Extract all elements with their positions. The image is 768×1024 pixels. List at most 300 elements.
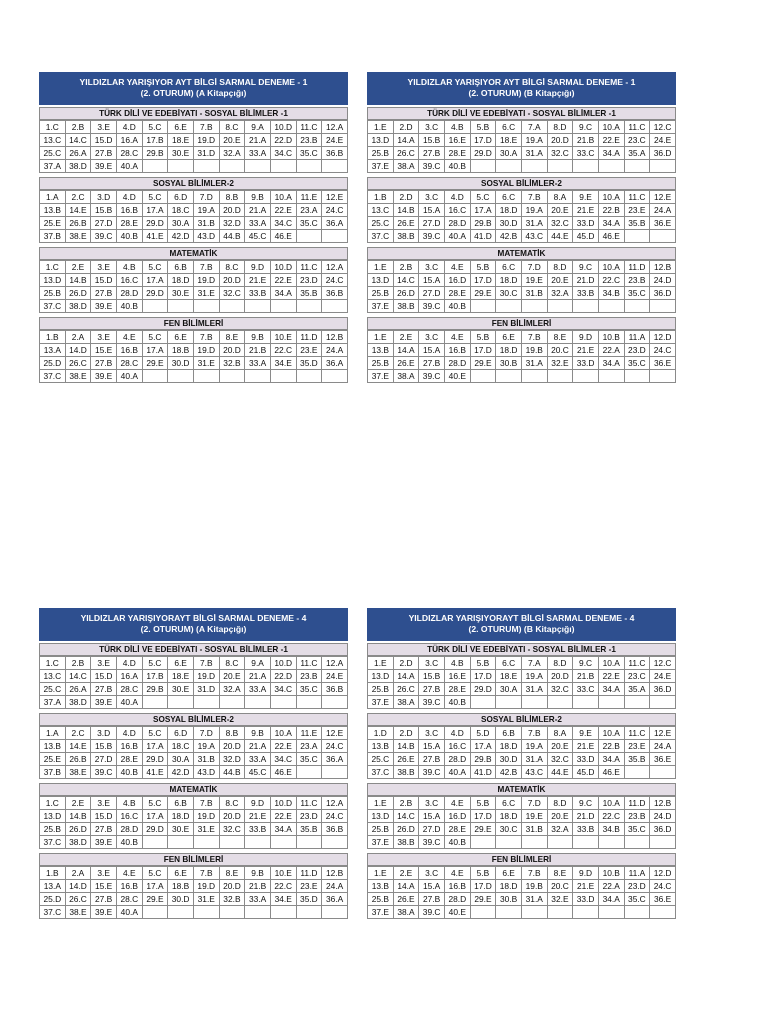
answer-section <box>367 713 676 779</box>
answer-cell: 40.B <box>116 230 142 243</box>
answer-cell: 13.A <box>40 344 66 357</box>
answer-cell <box>650 370 676 383</box>
answer-cell: 17.A <box>142 274 168 287</box>
answer-cell: 11.C <box>296 657 322 670</box>
table-row <box>368 880 676 893</box>
answer-cell: 36.D <box>650 287 676 300</box>
answer-cell <box>521 696 547 709</box>
answer-cell: 13.D <box>40 810 66 823</box>
answer-cell: 16.D <box>444 810 470 823</box>
answer-cell: 4.B <box>116 797 142 810</box>
answer-cell: 5.C <box>142 867 168 880</box>
answer-cell: 21.E <box>573 204 599 217</box>
answer-cell: 18.C <box>168 740 194 753</box>
answer-cell <box>547 370 573 383</box>
answer-cell: 20.D <box>219 274 245 287</box>
table-row <box>368 191 676 204</box>
answer-cell: 19.D <box>193 810 219 823</box>
answer-cell: 36.D <box>650 147 676 160</box>
answer-cell: 16.B <box>116 344 142 357</box>
answer-cell: 36.E <box>650 217 676 230</box>
answer-cell: 36.B <box>322 287 348 300</box>
table-row <box>40 134 348 147</box>
answer-cell: 27.B <box>91 823 117 836</box>
answer-cell: 8.D <box>547 657 573 670</box>
answer-cell: 20.E <box>547 740 573 753</box>
answer-cell: 4.E <box>444 261 470 274</box>
answer-cell <box>168 696 194 709</box>
answer-cell: 39.E <box>91 836 117 849</box>
answer-cell <box>168 836 194 849</box>
answer-cell: 13.B <box>368 344 394 357</box>
answer-cell: 33.D <box>573 753 599 766</box>
table-row <box>40 797 348 810</box>
answer-cell <box>168 370 194 383</box>
answer-cell: 37.C <box>40 300 66 313</box>
answer-cell: 1.E <box>368 331 394 344</box>
answer-cell: 35.D <box>296 357 322 370</box>
answer-cell: 38.A <box>393 370 419 383</box>
answer-cell: 22.C <box>598 274 624 287</box>
answer-cell: 27.B <box>419 147 445 160</box>
answer-cell <box>650 836 676 849</box>
section-heading: MATEMATİK <box>367 247 676 260</box>
answer-cell: 11.C <box>296 121 322 134</box>
answer-cell <box>322 160 348 173</box>
answer-cell: 24.A <box>322 880 348 893</box>
answer-cell: 28.D <box>444 753 470 766</box>
answer-cell: 30.D <box>496 217 522 230</box>
answer-cell: 42.D <box>168 230 194 243</box>
answer-cell: 43.D <box>193 230 219 243</box>
answer-cell: 3.E <box>91 261 117 274</box>
answer-cell: 15.B <box>91 740 117 753</box>
answer-cell: 16.A <box>116 134 142 147</box>
answer-cell: 29.E <box>470 823 496 836</box>
answer-cell: 18.B <box>168 880 194 893</box>
answer-cell: 21.E <box>245 810 271 823</box>
table-row <box>40 204 348 217</box>
answer-cell: 18.D <box>496 344 522 357</box>
answer-cell: 20.D <box>219 880 245 893</box>
answer-cell: 1.C <box>40 121 66 134</box>
answer-cell: 33.C <box>573 683 599 696</box>
answer-cell: 27.B <box>419 357 445 370</box>
card-title <box>367 72 676 105</box>
answer-cell: 1.E <box>368 657 394 670</box>
answer-cell: 35.B <box>296 823 322 836</box>
answer-cell: 7.A <box>521 121 547 134</box>
answer-cell <box>496 906 522 919</box>
answer-cell: 3.C <box>419 867 445 880</box>
answer-cell: 35.C <box>296 683 322 696</box>
answer-cell: 34.A <box>598 683 624 696</box>
answer-cell: 6.B <box>168 261 194 274</box>
answer-cell: 9.C <box>573 657 599 670</box>
answer-cell: 15.D <box>91 134 117 147</box>
answer-cell: 45.D <box>573 766 599 779</box>
answer-cell: 40.B <box>444 836 470 849</box>
answer-cell: 29.B <box>470 753 496 766</box>
answer-cell: 34.A <box>270 287 296 300</box>
answer-cell: 29.B <box>470 217 496 230</box>
answer-cell <box>142 906 168 919</box>
answer-cell: 12.A <box>322 121 348 134</box>
table-row <box>368 810 676 823</box>
answer-cell: 37.B <box>40 230 66 243</box>
answer-cell: 4.D <box>444 191 470 204</box>
answer-cell: 12.D <box>650 331 676 344</box>
answer-cell: 40.A <box>444 230 470 243</box>
table-row <box>40 230 348 243</box>
answer-cell: 3.E <box>91 797 117 810</box>
answer-cell: 12.E <box>322 727 348 740</box>
answer-cell: 10.A <box>598 121 624 134</box>
answer-cell: 22.A <box>598 880 624 893</box>
answer-cell: 12.B <box>650 261 676 274</box>
table-row <box>368 893 676 906</box>
answer-cell: 8.D <box>547 121 573 134</box>
answer-cell: 33.C <box>573 147 599 160</box>
answer-cell: 16.B <box>116 880 142 893</box>
answer-cell: 37.A <box>40 696 66 709</box>
answer-section <box>39 107 348 173</box>
answer-cell: 34.C <box>270 753 296 766</box>
answer-cell: 34.B <box>598 823 624 836</box>
answer-cell: 4.E <box>444 867 470 880</box>
answer-cell: 27.B <box>419 683 445 696</box>
answer-cell: 4.B <box>116 261 142 274</box>
answer-cell: 23.D <box>296 274 322 287</box>
answer-cell: 22.E <box>270 740 296 753</box>
answer-cell: 41.E <box>142 230 168 243</box>
answer-cell: 11.D <box>624 261 650 274</box>
answer-section <box>39 247 348 313</box>
answer-cell: 6.C <box>496 191 522 204</box>
answer-cell: 28.C <box>116 893 142 906</box>
answer-cell: 4.E <box>116 331 142 344</box>
section-heading: SOSYAL BİLİMLER-2 <box>367 713 676 726</box>
answer-cell <box>322 766 348 779</box>
answer-cell: 6.E <box>168 867 194 880</box>
answer-cell: 7.B <box>193 121 219 134</box>
answer-cell: 20.E <box>547 274 573 287</box>
answer-cell: 8.C <box>219 261 245 274</box>
answer-table <box>39 120 348 173</box>
answer-cell: 38.A <box>393 906 419 919</box>
answer-cell: 46.E <box>598 766 624 779</box>
answer-cell <box>193 300 219 313</box>
answer-cell: 13.D <box>368 810 394 823</box>
answer-cell: 30.A <box>168 217 194 230</box>
table-row <box>368 766 676 779</box>
answer-table <box>39 190 348 243</box>
answer-cell: 25.C <box>40 147 66 160</box>
answer-cell: 3.C <box>419 331 445 344</box>
answer-cell: 7.D <box>521 261 547 274</box>
answer-cell: 18.D <box>496 204 522 217</box>
answer-cell: 30.C <box>496 823 522 836</box>
answer-cell: 37.E <box>368 300 394 313</box>
answer-cell: 46.E <box>598 230 624 243</box>
answer-cell: 31.A <box>521 753 547 766</box>
answer-cell: 14.B <box>393 740 419 753</box>
answer-cell <box>142 160 168 173</box>
answer-cell: 11.C <box>296 797 322 810</box>
table-row <box>40 331 348 344</box>
answer-cell: 13.D <box>368 670 394 683</box>
answer-cell: 30.D <box>168 893 194 906</box>
answer-cell <box>598 160 624 173</box>
answer-cell: 6.E <box>496 867 522 880</box>
answer-cell: 22.D <box>270 134 296 147</box>
answer-cell: 26.D <box>393 823 419 836</box>
table-row <box>368 121 676 134</box>
answer-cell: 22.E <box>598 670 624 683</box>
answer-cell: 23.D <box>296 810 322 823</box>
answer-section <box>367 643 676 709</box>
answer-cell: 7.B <box>193 867 219 880</box>
answer-cell: 45.C <box>245 230 271 243</box>
answer-cell <box>650 300 676 313</box>
answer-cell: 2.B <box>65 657 91 670</box>
answer-cell: 30.E <box>168 823 194 836</box>
answer-cell: 27.B <box>91 147 117 160</box>
answer-cell: 4.E <box>116 867 142 880</box>
answer-cell: 5.C <box>142 191 168 204</box>
answer-cell: 20.D <box>219 344 245 357</box>
answer-cell: 30.B <box>496 893 522 906</box>
answer-cell: 26.E <box>393 357 419 370</box>
answer-cell: 33.B <box>573 287 599 300</box>
answer-cell: 27.D <box>419 287 445 300</box>
answer-cell: 12.E <box>650 727 676 740</box>
answer-cell <box>624 230 650 243</box>
answer-cell <box>193 906 219 919</box>
answer-cell <box>168 300 194 313</box>
answer-cell: 11.A <box>624 331 650 344</box>
answer-cell <box>219 300 245 313</box>
answer-cell: 31.B <box>193 217 219 230</box>
answer-cell: 8.C <box>219 797 245 810</box>
table-row <box>40 906 348 919</box>
answer-cell: 30.D <box>496 753 522 766</box>
answer-cell: 19.E <box>521 810 547 823</box>
answer-cell: 20.D <box>219 740 245 753</box>
answer-cell: 5.B <box>470 797 496 810</box>
table-row <box>40 696 348 709</box>
answer-cell <box>219 370 245 383</box>
answer-cell: 12.D <box>650 867 676 880</box>
answer-cell: 10.A <box>598 191 624 204</box>
answer-cell <box>470 696 496 709</box>
section-heading: MATEMATİK <box>39 783 348 796</box>
answer-cell: 5.C <box>470 191 496 204</box>
answer-cell: 32.C <box>547 147 573 160</box>
answer-cell: 21.E <box>245 274 271 287</box>
answer-cell: 31.E <box>193 357 219 370</box>
table-row <box>368 867 676 880</box>
answer-cell: 22.B <box>598 740 624 753</box>
answer-cell: 39.C <box>419 160 445 173</box>
answer-cell: 9.B <box>245 191 271 204</box>
answer-cell: 16.C <box>444 204 470 217</box>
answer-cell: 20.C <box>547 880 573 893</box>
answer-cell: 7.B <box>521 727 547 740</box>
answer-cell: 40.A <box>116 160 142 173</box>
answer-cell: 40.A <box>116 696 142 709</box>
table-row <box>368 370 676 383</box>
answer-cell: 38.E <box>65 906 91 919</box>
answer-cell: 42.D <box>168 766 194 779</box>
answer-table <box>367 796 676 849</box>
answer-cell: 1.E <box>368 261 394 274</box>
answer-cell: 17.D <box>470 810 496 823</box>
table-row <box>40 147 348 160</box>
card-title-line: (2. OTURUM) (A Kitapçığı) <box>140 624 247 634</box>
answer-cell: 25.E <box>40 217 66 230</box>
answer-cell: 26.D <box>65 287 91 300</box>
card-title-line: YILDIZLAR YARIŞIYORAYT BİLGİ SARMAL DENEME - 4 <box>80 613 307 623</box>
answer-cell: 24.E <box>650 134 676 147</box>
answer-cell: 40.A <box>444 766 470 779</box>
answer-cell: 3.E <box>91 867 117 880</box>
answer-cell <box>270 906 296 919</box>
answer-cell: 6.D <box>168 727 194 740</box>
answer-cell: 34.C <box>270 683 296 696</box>
answer-cell: 32.A <box>219 147 245 160</box>
answer-section <box>39 853 348 919</box>
answer-cell: 11.C <box>624 121 650 134</box>
table-row <box>40 893 348 906</box>
table-row <box>40 867 348 880</box>
answer-cell: 46.E <box>270 230 296 243</box>
answer-cell: 10.A <box>270 191 296 204</box>
answer-table <box>367 330 676 383</box>
answer-section <box>367 247 676 313</box>
answer-cell <box>573 906 599 919</box>
answer-cell <box>322 370 348 383</box>
answer-cell: 2.E <box>393 331 419 344</box>
answer-cell: 1.E <box>368 797 394 810</box>
answer-cell: 29.D <box>470 147 496 160</box>
answer-cell: 32.C <box>547 217 573 230</box>
answer-cell: 13.D <box>368 274 394 287</box>
answer-cell: 3.E <box>91 121 117 134</box>
answer-cell: 36.E <box>650 753 676 766</box>
answer-cell: 24.A <box>322 344 348 357</box>
answer-cell: 14.E <box>65 740 91 753</box>
answer-cell: 17.A <box>142 344 168 357</box>
answer-cell: 3.C <box>419 727 445 740</box>
answer-cell <box>521 370 547 383</box>
table-row <box>40 261 348 274</box>
answer-cell: 41.E <box>142 766 168 779</box>
answer-cell: 1.C <box>40 657 66 670</box>
answer-cell: 2.E <box>65 797 91 810</box>
table-row <box>368 836 676 849</box>
answer-cell: 27.D <box>91 753 117 766</box>
answer-cell: 33.D <box>573 217 599 230</box>
answer-cell: 3.D <box>91 191 117 204</box>
answer-cell: 10.D <box>270 797 296 810</box>
card-title-line: (2. OTURUM) (A Kitapçığı) <box>140 88 247 98</box>
table-row <box>40 683 348 696</box>
answer-cell: 37.C <box>40 836 66 849</box>
answer-cell: 19.B <box>521 344 547 357</box>
answer-cell <box>245 836 271 849</box>
answer-cell: 39.E <box>91 300 117 313</box>
answer-cell: 31.B <box>521 287 547 300</box>
answer-cell: 29.D <box>142 823 168 836</box>
answer-cell: 29.D <box>470 683 496 696</box>
answer-cell: 19.A <box>521 204 547 217</box>
answer-cell: 15.B <box>419 670 445 683</box>
table-row <box>40 300 348 313</box>
answer-cell: 17.D <box>470 880 496 893</box>
answer-cell: 34.A <box>598 147 624 160</box>
answer-cell: 30.E <box>168 287 194 300</box>
answer-cell: 14.B <box>65 810 91 823</box>
answer-cell: 26.B <box>65 753 91 766</box>
answer-cell: 17.B <box>142 134 168 147</box>
answer-cell: 18.D <box>168 274 194 287</box>
answer-cell: 42.B <box>496 766 522 779</box>
answer-cell: 13.C <box>368 204 394 217</box>
table-row <box>368 683 676 696</box>
answer-cell: 17.A <box>142 880 168 893</box>
answer-cell: 23.E <box>296 880 322 893</box>
answer-cell: 9.C <box>573 797 599 810</box>
answer-cell: 23.B <box>296 670 322 683</box>
answer-cell: 25.B <box>368 893 394 906</box>
answer-cell: 2.D <box>393 657 419 670</box>
answer-cell: 2.E <box>65 261 91 274</box>
answer-cell: 16.C <box>116 810 142 823</box>
answer-cell: 33.A <box>245 147 271 160</box>
table-row <box>368 261 676 274</box>
answer-cell: 38.D <box>65 160 91 173</box>
answer-cell: 44.E <box>547 230 573 243</box>
answer-cell: 33.A <box>245 753 271 766</box>
answer-cell <box>624 370 650 383</box>
answer-cell: 15.E <box>91 344 117 357</box>
answer-cell: 28.C <box>116 147 142 160</box>
answer-cell: 16.B <box>116 204 142 217</box>
answer-cell: 4.D <box>116 727 142 740</box>
table-row <box>368 823 676 836</box>
answer-cell: 28.D <box>444 893 470 906</box>
answer-cell: 14.D <box>65 880 91 893</box>
answer-cell: 29.D <box>142 753 168 766</box>
section-heading: TÜRK DİLİ VE EDEBİYATI - SOSYAL BİLİMLER -1 <box>367 107 676 120</box>
answer-cell: 28.E <box>116 753 142 766</box>
answer-cell: 39.E <box>91 370 117 383</box>
answer-cell: 39.C <box>91 766 117 779</box>
answer-cell: 36.A <box>322 217 348 230</box>
answer-cell: 22.C <box>270 344 296 357</box>
answer-cell: 1.E <box>368 121 394 134</box>
answer-cell: 31.E <box>193 287 219 300</box>
answer-cell: 14.C <box>65 134 91 147</box>
answer-cell: 15.A <box>419 204 445 217</box>
answer-cell: 9.B <box>245 867 271 880</box>
table-row <box>368 274 676 287</box>
answer-cell: 22.B <box>598 204 624 217</box>
answer-cell: 12.A <box>322 797 348 810</box>
answer-cell: 14.C <box>65 670 91 683</box>
answer-cell: 37.C <box>368 230 394 243</box>
